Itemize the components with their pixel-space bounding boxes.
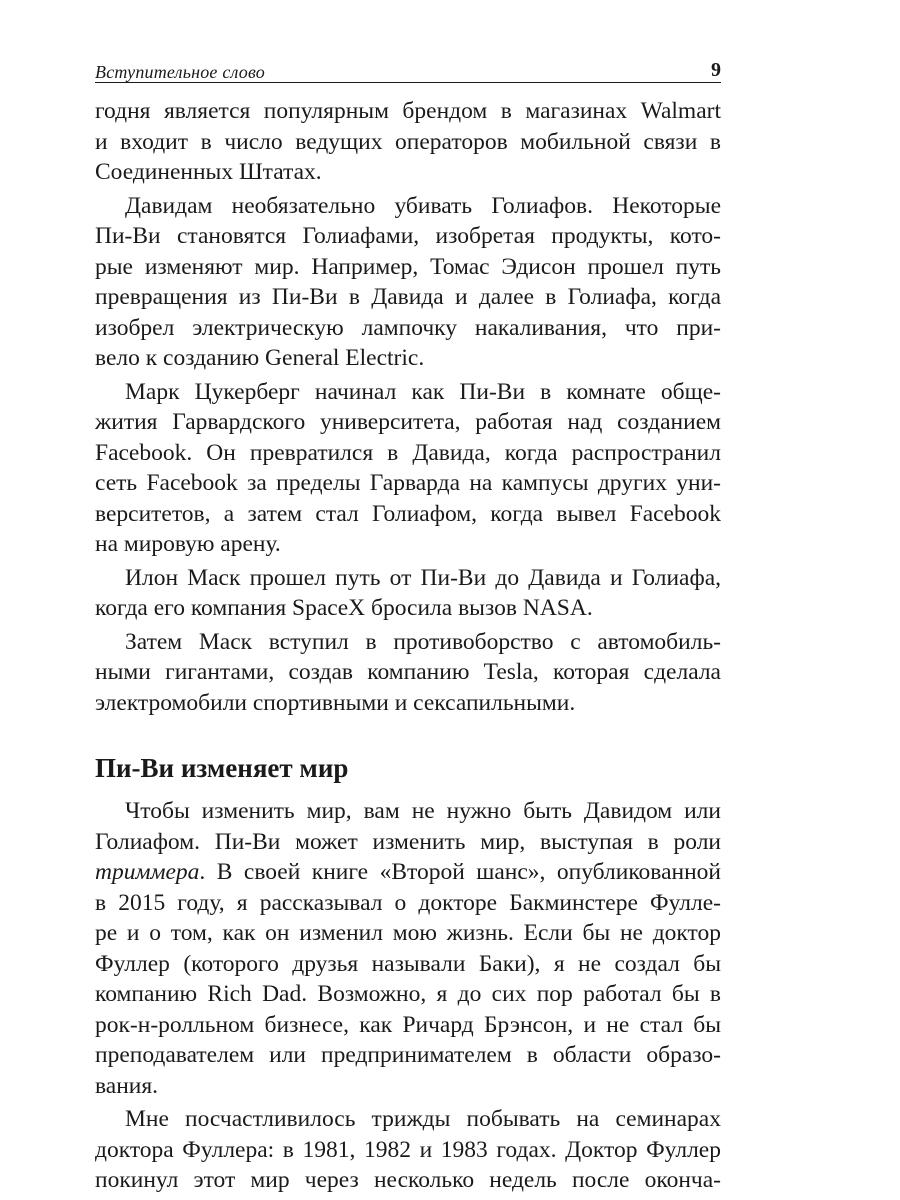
text-line: электромобили спортивными и сексапильными. bbox=[95, 689, 576, 716]
text-line: вело к созданию General Electric. bbox=[95, 345, 425, 371]
text-line: Давидам необязательно убивать Голиафов. Некоторые bbox=[125, 192, 721, 219]
paragraph bbox=[95, 796, 721, 1101]
text-line: ными гигантами, создав компанию Tesla, которая сделала bbox=[95, 659, 721, 685]
book-page bbox=[95, 56, 721, 1196]
text-line: жития Гарвардского университета, работая над созданием bbox=[95, 409, 721, 435]
text-line: и входит в число ведущих операторов мобильной связи в bbox=[95, 128, 721, 155]
text-line: верситетов, а затем стал Голиафом, когда вывел Facebook bbox=[95, 500, 721, 527]
text-line: Пи-Ви становятся Голиафами, изобретая продукты, кото- bbox=[95, 223, 721, 249]
paragraph bbox=[95, 627, 721, 719]
text-line: ре и о том, как он изменил мою жизнь. Если бы не доктор bbox=[95, 920, 721, 946]
text-line: Чтобы изменить мир, вам не нужно быть Давидом или bbox=[125, 798, 721, 824]
text-line: Марк Цукерберг начинал как Пи-Ви в комнате обще- bbox=[125, 378, 721, 405]
text-line-mixed bbox=[95, 857, 721, 888]
running-head-title: Вступительное слово bbox=[95, 62, 265, 82]
section-heading: Пи-Ви изменяет мир bbox=[95, 753, 349, 783]
text-line: Илон Маск прошел путь от Пи-Ви до Давида и Голиафа, bbox=[125, 564, 721, 591]
page-body bbox=[95, 96, 721, 1196]
text-line: компанию Rich Dad. Возможно, я до сих пор работал бы в bbox=[95, 981, 721, 1007]
text-line: преподавателем или предпринимателем в области образо- bbox=[95, 1042, 721, 1068]
text-line: рок-н-ролльном бизнесе, как Ричард Брэнсон, и не стал бы bbox=[95, 1011, 721, 1038]
text-line: сеть Facebook за пределы Гарварда на кампусы других уни- bbox=[95, 470, 721, 496]
text-line: покинул этот мир через несколько недель после оконча- bbox=[95, 1167, 721, 1193]
text-line: рые изменяют мир. Например, Томас Эдисон прошел путь bbox=[95, 253, 721, 280]
text-line: изобрел электрическую лампочку накаливания, что при- bbox=[95, 314, 721, 341]
text-line: превращения из Пи-Ви в Давида и далее в Голиафа, когда bbox=[95, 284, 721, 310]
page-number: 9 bbox=[711, 59, 721, 81]
paragraph bbox=[95, 96, 721, 188]
paragraph bbox=[95, 191, 721, 374]
text-line: на мировую арену. bbox=[95, 531, 281, 557]
running-head bbox=[95, 56, 721, 83]
paragraph bbox=[95, 563, 721, 624]
text-line: Голиафом. Пи-Ви может изменить мир, выступая в роли bbox=[95, 828, 721, 855]
italic-term: триммера bbox=[95, 859, 200, 885]
text-fragment: . В своей книге «Второй шанс», опубликованной bbox=[199, 859, 721, 885]
text-line: годня является популярным брендом в магазинах Walmart bbox=[95, 98, 721, 124]
text-line: Затем Маск вступил в противоборство с автомобиль- bbox=[125, 628, 721, 655]
text-line: Фуллер (которого друзья называли Баки), я не создал бы bbox=[95, 950, 721, 977]
text-line: Соединенных Штатах. bbox=[95, 159, 322, 185]
text-line: Мне посчастливилось трижды побывать на семинарах bbox=[125, 1106, 721, 1132]
paragraph bbox=[95, 1104, 721, 1196]
paragraph bbox=[95, 377, 721, 560]
text-line: в 2015 году, я рассказывал о докторе Бакминстере Фулле- bbox=[95, 889, 721, 916]
text-line: доктора Фуллера: в 1981, 1982 и 1983 годах. Доктор Фуллер bbox=[95, 1136, 721, 1163]
text-line: вания. bbox=[95, 1072, 159, 1099]
text-line: когда его компания SpaceX бросила вызов NASA. bbox=[95, 595, 593, 621]
text-line: Facebook. Он превратился в Давида, когда распространил bbox=[95, 439, 721, 466]
